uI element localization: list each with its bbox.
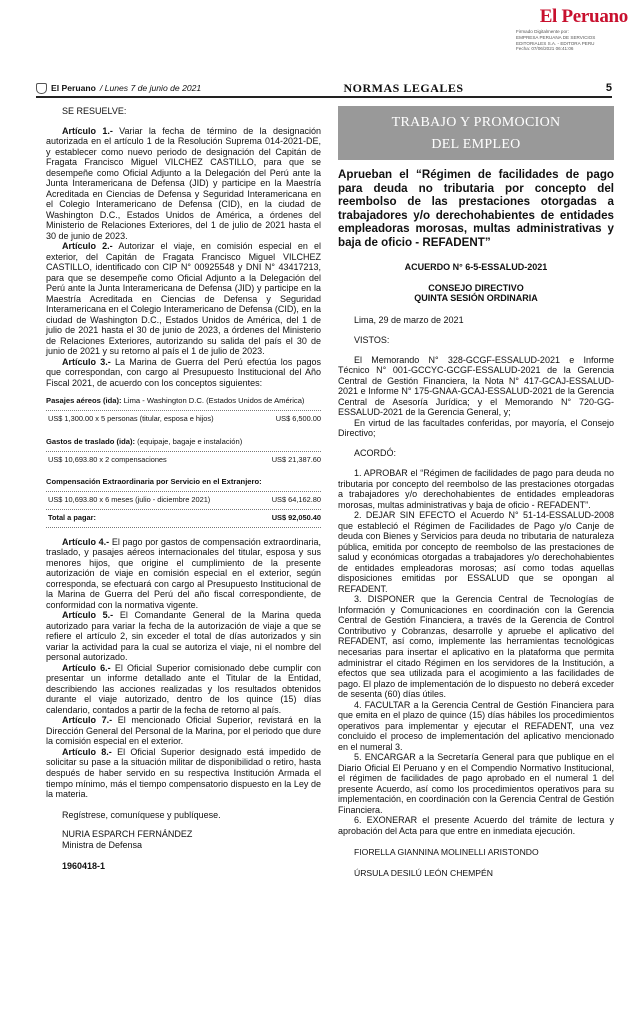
cost-row-compensation: US$ 10,693.80 x 6 meses (julio - diciembre 2021) US$ 64,162.80 bbox=[48, 495, 321, 505]
signer-role: Ministra de Defensa bbox=[62, 839, 143, 850]
article-5: Artículo 5.- El Comandante General de la Marina queda autorizado para variar la fecha de la autorización de viaje a que se refiere el artículo 2, sin exceder el total de días autorizados y sin variar la actividad para la cual se autoriza el viaje, ni el nombre del personal autorizado. bbox=[46, 610, 321, 663]
divider bbox=[46, 451, 321, 452]
header-left bbox=[36, 83, 201, 94]
vistos-text: El Memorando N° 328-GCGF-ESSALUD-2021 e Informe Técnico N° 001-GCCYC-GCGF-ESSALUD-2021 de la Gerencia Central de Gestión Financiera, la Nota N° 417-GCAJ-ESSALUD-2021 e Informe N° 175-GNAA-GCAJ-ESSALUD-2021 de la Gerencia Central de Asesoría Jurídica; y el Memorando N° 720-GG-ESSALUD-2021 de la Gerencia General, y; bbox=[338, 354, 614, 418]
article-4: Artículo 4.- El pago por gastos de compensación extraordinaria, traslado, y pasajes aéreos internacionales del titular, esposa y sus menores hijos, que origine el cumplimiento de la presente autorización de viaje en comisión especial en el exterior, según corresponda, se efectuará con cargo al Presupuesto Institucional de la Marina de Guerra del Perú del año fiscal correspondiente, de conformidad con la normativa vigente. bbox=[46, 536, 321, 610]
header-section: NORMAS LEGALES bbox=[343, 80, 464, 95]
header-paper-name: El Peruano bbox=[51, 82, 96, 93]
article-6: Artículo 6.- El Oficial Superior comisionado debe cumplir con presentar un informe detallado ante el Titular de la Entidad, describiendo las acciones realizadas y los resultados obtenidos durante el viaje autorizado, dentro de los quince (15) días calendario, contados a partir de la fecha de retorno al país. bbox=[46, 662, 321, 715]
page-number: 5 bbox=[605, 81, 612, 94]
point-3: 3. DISPONER que la Gerencia Central de Tecnologías de Información y Comunicaciones en coordinación con la Gerencia Central de Gestión Financiera, a través de la Gerencia de Control Contributivo y Cobranzas, desarrolle y apruebe el aplicativo del REFADENT, así como, implemente las herramientas tecnológicas necesarias para insertar el aplicativo en la plataforma que permita administrar el citado Régimen en los servidores de la Institución, a efectos que sea utilizada para el acogimiento a las facilidades de pago. El plazo de implementación de lo dispuesto no deberá exceder de sesenta (60) días útiles. bbox=[338, 594, 615, 700]
digital-signature-note: Firmado Digitalmente por: EMPRESA PERUANA DE SERVICIOS EDITORIALES S.A. - EDITORA PERU Fecha: 07/06/2021 06:41:06 bbox=[516, 29, 596, 52]
page-header bbox=[36, 80, 612, 98]
cost-row-air: US$ 1,300.00 x 5 personas (titular, esposa e hijos) US$ 6,500.00 bbox=[48, 414, 321, 424]
article-3: Artículo 3.- La Marina de Guerra del Perú efectúa los pagos que correspondan, con cargo al Presupuesto Institucional del Año Fiscal 2021, de acuerdo con los conceptos siguientes: bbox=[46, 356, 321, 388]
transfer-title: Gastos de traslado (ida): (equipaje, bagaje e instalación) bbox=[46, 436, 243, 446]
divider bbox=[46, 509, 321, 510]
point-6: 6. EXONERAR el presente Acuerdo del trámite de lectura y aprobación del Acta para que entre en inmediata ejecución. bbox=[338, 815, 614, 836]
section-band-line-2: DEL EMPLEO bbox=[431, 136, 521, 152]
cost-table bbox=[46, 397, 321, 527]
section-band bbox=[338, 106, 614, 160]
vistos-heading: VISTOS: bbox=[354, 335, 390, 346]
divider bbox=[46, 410, 321, 411]
section-band-line-1: TRABAJO Y PROMOCION bbox=[391, 115, 561, 130]
point-1: 1. APROBAR el “Régimen de facilidades de pago para deuda no tributaria por concepto del reembolso de las prestaciones otorgadas a trabajadores y/o derechohabientes de entidades empleadoras morosas, multas administrativas y baja de oficio - REFADENT”. bbox=[338, 468, 614, 510]
resolution-title: Aprueban el “Régimen de facilidades de pago para deuda no tributaria por concepto del reembolso de las prestaciones otorgadas a trabajadores y/o derechohabientes de entidades empleadoras morosas, multas administrativas y baja de oficio - REFADENT” bbox=[338, 168, 614, 249]
air-fare-title: Pasajes aéreos (ida): Lima - Washington D.C. (Estados Unidos de América) bbox=[46, 396, 305, 406]
closing-formula: Regístrese, comuníquese y publíquese. bbox=[62, 809, 221, 820]
cost-row-total: Total a pagar: US$ 92,050.40 bbox=[48, 513, 321, 522]
acuerdo-number: ACUERDO N° 6-5-ESSALUD-2021 bbox=[404, 262, 548, 272]
signer-name: NURIA ESPARCH FERNÁNDEZ bbox=[62, 829, 193, 840]
place-date: Lima, 29 de marzo de 2021 bbox=[354, 314, 464, 325]
signature-1: FIORELLA GIANNINA MOLINELLI ARISTONDO bbox=[354, 847, 539, 858]
divider bbox=[46, 491, 321, 492]
article-7: Artículo 7.- El mencionado Oficial Superior, revistará en la Dirección General del Personal de la Marina, por el periodo que dure la comisión especial en el exterior. bbox=[46, 715, 321, 747]
point-4: 4. FACULTAR a la Gerencia Central de Gestión Financiera para que emita en el plazo de quince (15) días hábiles los procedimientos operativos para implementar y ejecutar el REFADENT, una vez concluido el proceso de implementación del aplicativo mencionado en el numeral 3. bbox=[338, 699, 614, 752]
consejo-directivo: CONSEJO DIRECTIVO bbox=[428, 282, 524, 293]
cost-row-transfer: US$ 10,693.80 x 2 compensaciones US$ 21,387.60 bbox=[48, 454, 321, 464]
document-code: 1960418-1 bbox=[62, 861, 106, 872]
signature-2: ÚRSULA DESILÚ LEÓN CHEMPÉN bbox=[354, 868, 493, 879]
shield-icon bbox=[36, 83, 47, 94]
sesion: QUINTA SESIÓN ORDINARIA bbox=[414, 293, 538, 304]
left-column bbox=[46, 106, 321, 872]
right-column bbox=[338, 106, 614, 878]
point-2: 2. DEJAR SIN EFECTO el Acuerdo N° 51-14-ESSALUD-2008 que estableció el Régimen de Facilidades de Pago y/o Canje de deuda con Bienes y Servicios para deuda no tributaria de naturaleza pública, emitida por concepto de reembolso de las prestaciones de salud y económicas otorgadas a trabajadores y/o derechohabientes de entidades empleadoras morosas; así como todas aquellas disposiciones emitidas por ESSALUD que se opongan al REFADENT. bbox=[338, 510, 614, 594]
masthead bbox=[508, 6, 628, 52]
virtud-text: En virtud de las facultades conferidas, por mayoría, el Consejo Directivo; bbox=[338, 417, 614, 439]
se-resuelve: SE RESUELVE: bbox=[62, 106, 127, 116]
point-5: 5. ENCARGAR a la Secretaría General para que publique en el Diario Oficial El Peruano y en el Compendio Normativo Institucional, el régimen de facilidades de pago aprobado en el numeral 1 del presente Acuerdo, así como los procedimientos operativos para su implementación, en coordinación con la Gerencia Central de Gestión Financiera. bbox=[338, 752, 614, 815]
article-2: Artículo 2.- Autorizar el viaje, en comisión especial en el exterior, del Capitán de Fragata Francisco Miguel VILCHEZ CASTILLO, identificado con CIP N° 00925548 y DNI N° 43417213, para que se desempeñe como Oficial Adjunto a la Delegación del Perú ante la Junta Interamericana de Defensa (JID) y participe en la Maestría Acreditada en Ciencias de Defensa y Seguridad Interamericana en el Colegio Interamericano de Defensa (CID), en la ciudad de Washington D.C., Estados Unidos de América, del 1 de julio de 2021 hasta el 30 de junio de 2023, a órdenes del Ministerio de Relaciones Exteriores, autorizando su salida del país el 30 de junio de 2021 y su retorno al país el 1 de julio de 2023. bbox=[46, 241, 321, 357]
compensation-title: Compensación Extraordinaria por Servicio en el Extranjero: bbox=[46, 477, 262, 487]
header-date: / Lunes 7 de junio de 2021 bbox=[99, 82, 202, 93]
article-1: Artículo 1.- Variar la fecha de término de la designación autorizada en el artículo 1 de la Resolución Suprema 014-2021-DE, y establecer como nuevo periodo de designación del Capitán de Fragata Francisco Miguel VILCHEZ CASTILLO, para que se desempeñe como Oficial Adjunto a la Delegación del Perú ante la Junta Interamericana de Defensa (JID) y participe en la Maestría Acreditada en Ciencias de Defensa y Seguridad Interamericana en el Colegio Interamericano de Defensa (CID), en la ciudad de Washington D.C., Estados Unidos de América, a órdenes del Ministerio de Relaciones Exteriores, del 1 de julio de 2021 hasta el 30 de junio de 2023. bbox=[46, 125, 321, 241]
article-8: Artículo 8.- El Oficial Superior designado está impedido de solicitar su pase a la situación militar de disponibilidad o retiro, hasta después de haber servido en su respectiva Institución Armada el tiempo mínimo, más el tiempo compensatorio dispuesto en la Ley de la materia. bbox=[46, 746, 321, 800]
acordo-heading: ACORDÓ: bbox=[354, 447, 397, 458]
divider bbox=[46, 527, 321, 528]
el-peruano-logo: El Peruano bbox=[539, 6, 628, 27]
